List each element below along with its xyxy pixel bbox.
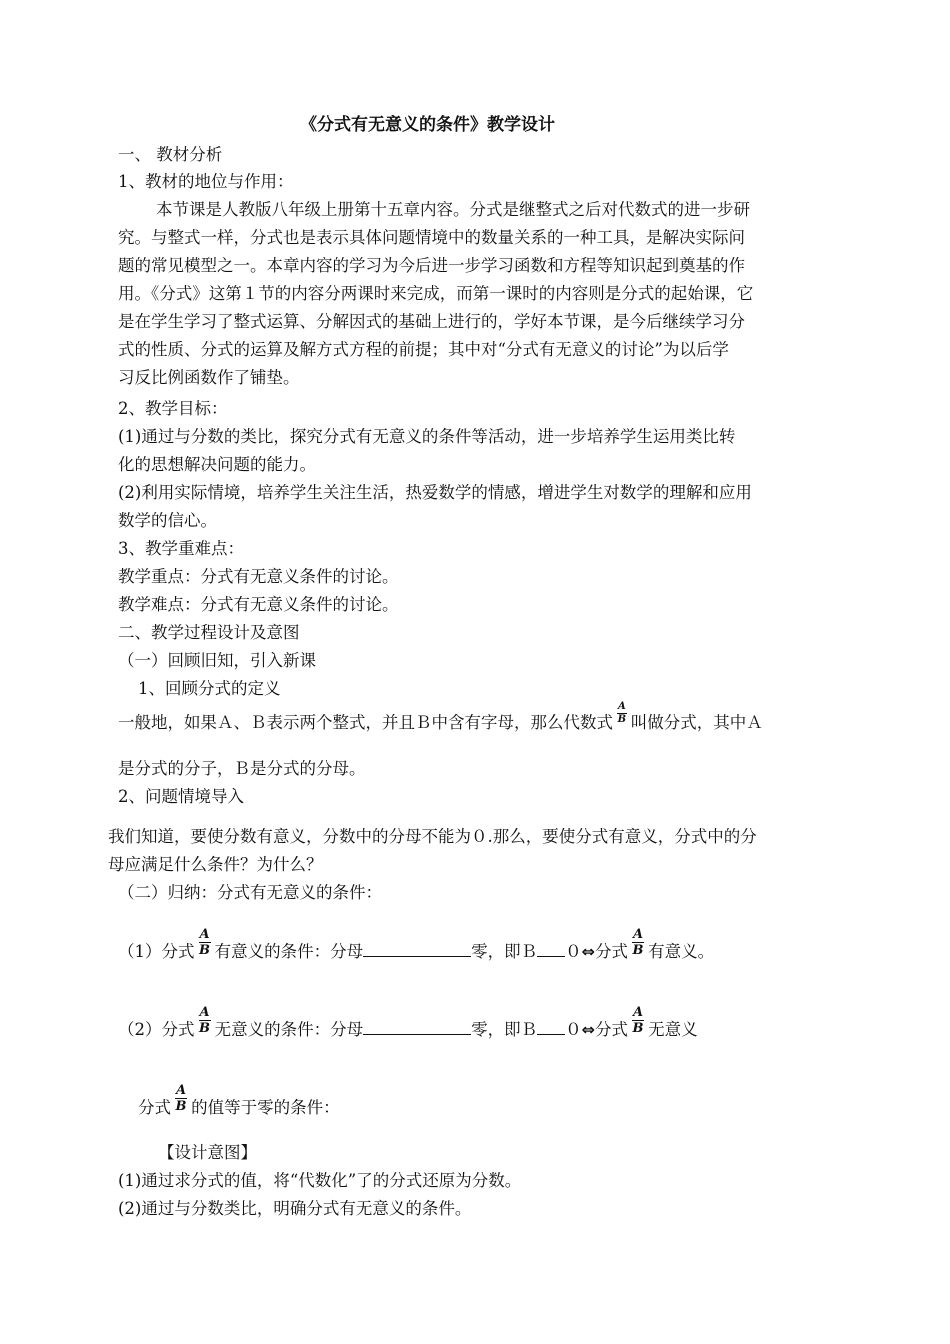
definition-line: 是分式的分子，Ｂ是分式的分母。 [118,759,366,778]
subsection-heading: 2、教学目标： [118,399,228,418]
subsection-heading: 2、问题情境导入 [118,787,244,806]
paragraph-line: 式的性质、分式的运算及解方式方程的前提；其中对“分式有无意义的讨论”为以后学 [118,340,729,359]
design-intent-heading: 【设计意图】 [158,1143,257,1162]
goal-line: (2)利用实际情境，培养学生关注生活，热爱数学的情感，增进学生对数学的理解和应用 [118,483,752,502]
subsection-heading: 1、回顾分式的定义 [138,679,281,698]
section-heading: 一、 教材分析 [118,145,223,164]
condition-meaningful: （1）分式 $\frac{A}{B}$ 有意义的条件：分母 零，即Ｂ ０⇔分式 $\frac{A}{B}$ 有意义。 [118,927,715,961]
goal-line: 数学的信心。 [118,511,217,530]
paragraph-line: 本节课是人教版八年级上册第十五章内容。分式是继整式之后对代数式的进一步研 [156,200,750,219]
answer-blank[interactable] [363,1018,471,1035]
goal-line: 化的思想解决问题的能力。 [118,455,316,474]
condition-meaningless: （2）分式 $\frac{A}{B}$ 无意义的条件：分母 零，即Ｂ ０⇔分式 $\frac{A}{B}$ 无意义 [118,1005,698,1039]
answer-blank[interactable] [537,1018,565,1035]
fraction-a-over-b: $\frac{A}{B}$ [617,701,627,725]
page-title: 《分式有无意义的条件》教学设计 [300,115,555,135]
definition-text: 叫做分式，其中Ａ [630,713,763,732]
definition-text: 一般地，如果Ａ、Ｂ表示两个整式，并且Ｂ中含有字母，那么代数式 [118,713,613,732]
paragraph-line: 习反比例函数作了铺垫。 [118,368,300,387]
answer-blank[interactable] [537,940,565,957]
subsection-heading: （二）归纳：分式有无意义的条件： [118,883,382,902]
paragraph-line: 用。《分式》这第１节的内容分两课时来完成，而第一课时的内容则是分式的起始课，它 [118,284,754,303]
fraction-a-over-b: $\frac{A}{B}$ [632,1005,644,1036]
subsection-heading: 3、教学重难点： [118,539,244,558]
answer-blank[interactable] [363,940,471,957]
fraction-a-over-b: $\frac{A}{B}$ [175,1083,187,1114]
paragraph-line: 题的常见模型之一。本章内容的学习为今后进一步学习函数和方程等知识起到奠基的作 [118,256,745,275]
question-line: 母应满足什么条件？为什么？ [108,855,323,874]
question-line: 我们知道，要使分数有意义，分数中的分母不能为０.那么，要使分式有意义，分式中的分 [108,827,757,846]
design-intent-line: (2)通过与分数类比，明确分式有无意义的条件。 [118,1199,472,1218]
subsection-heading: （一）回顾旧知，引入新课 [118,651,316,670]
condition-zero-value: 分式 $\frac{A}{B}$ 的值等于零的条件： [138,1083,340,1117]
fraction-a-over-b: $\frac{A}{B}$ [632,927,644,958]
fraction-a-over-b: $\frac{A}{B}$ [199,1005,211,1036]
definition-line [118,701,763,735]
key-point: 教学重点：分式有无意义条件的讨论。 [118,567,399,586]
paragraph-line: 究。与整式一样，分式也是表示具体问题情境中的数量关系的一种工具，是解决实际问 [118,228,745,247]
section-heading: 二、教学过程设计及意图 [118,623,300,642]
double-arrow-icon: ⇔ [581,942,595,961]
subsection-heading: 1、教材的地位与作用： [118,172,294,191]
design-intent-line: (1)通过求分式的值，将“代数化”了的分式还原为分数。 [118,1171,522,1190]
double-arrow-icon: ⇔ [581,1020,595,1039]
fraction-a-over-b: $\frac{A}{B}$ [199,927,211,958]
difficult-point: 教学难点：分式有无意义条件的讨论。 [118,595,399,614]
goal-line: (1)通过与分数的类比，探究分式有无意义的条件等活动，进一步培养学生运用类比转 [118,427,736,446]
paragraph-line: 是在学生学习了整式运算、分解因式的基础上进行的，学好本节课，是今后继续学习分 [118,312,745,331]
